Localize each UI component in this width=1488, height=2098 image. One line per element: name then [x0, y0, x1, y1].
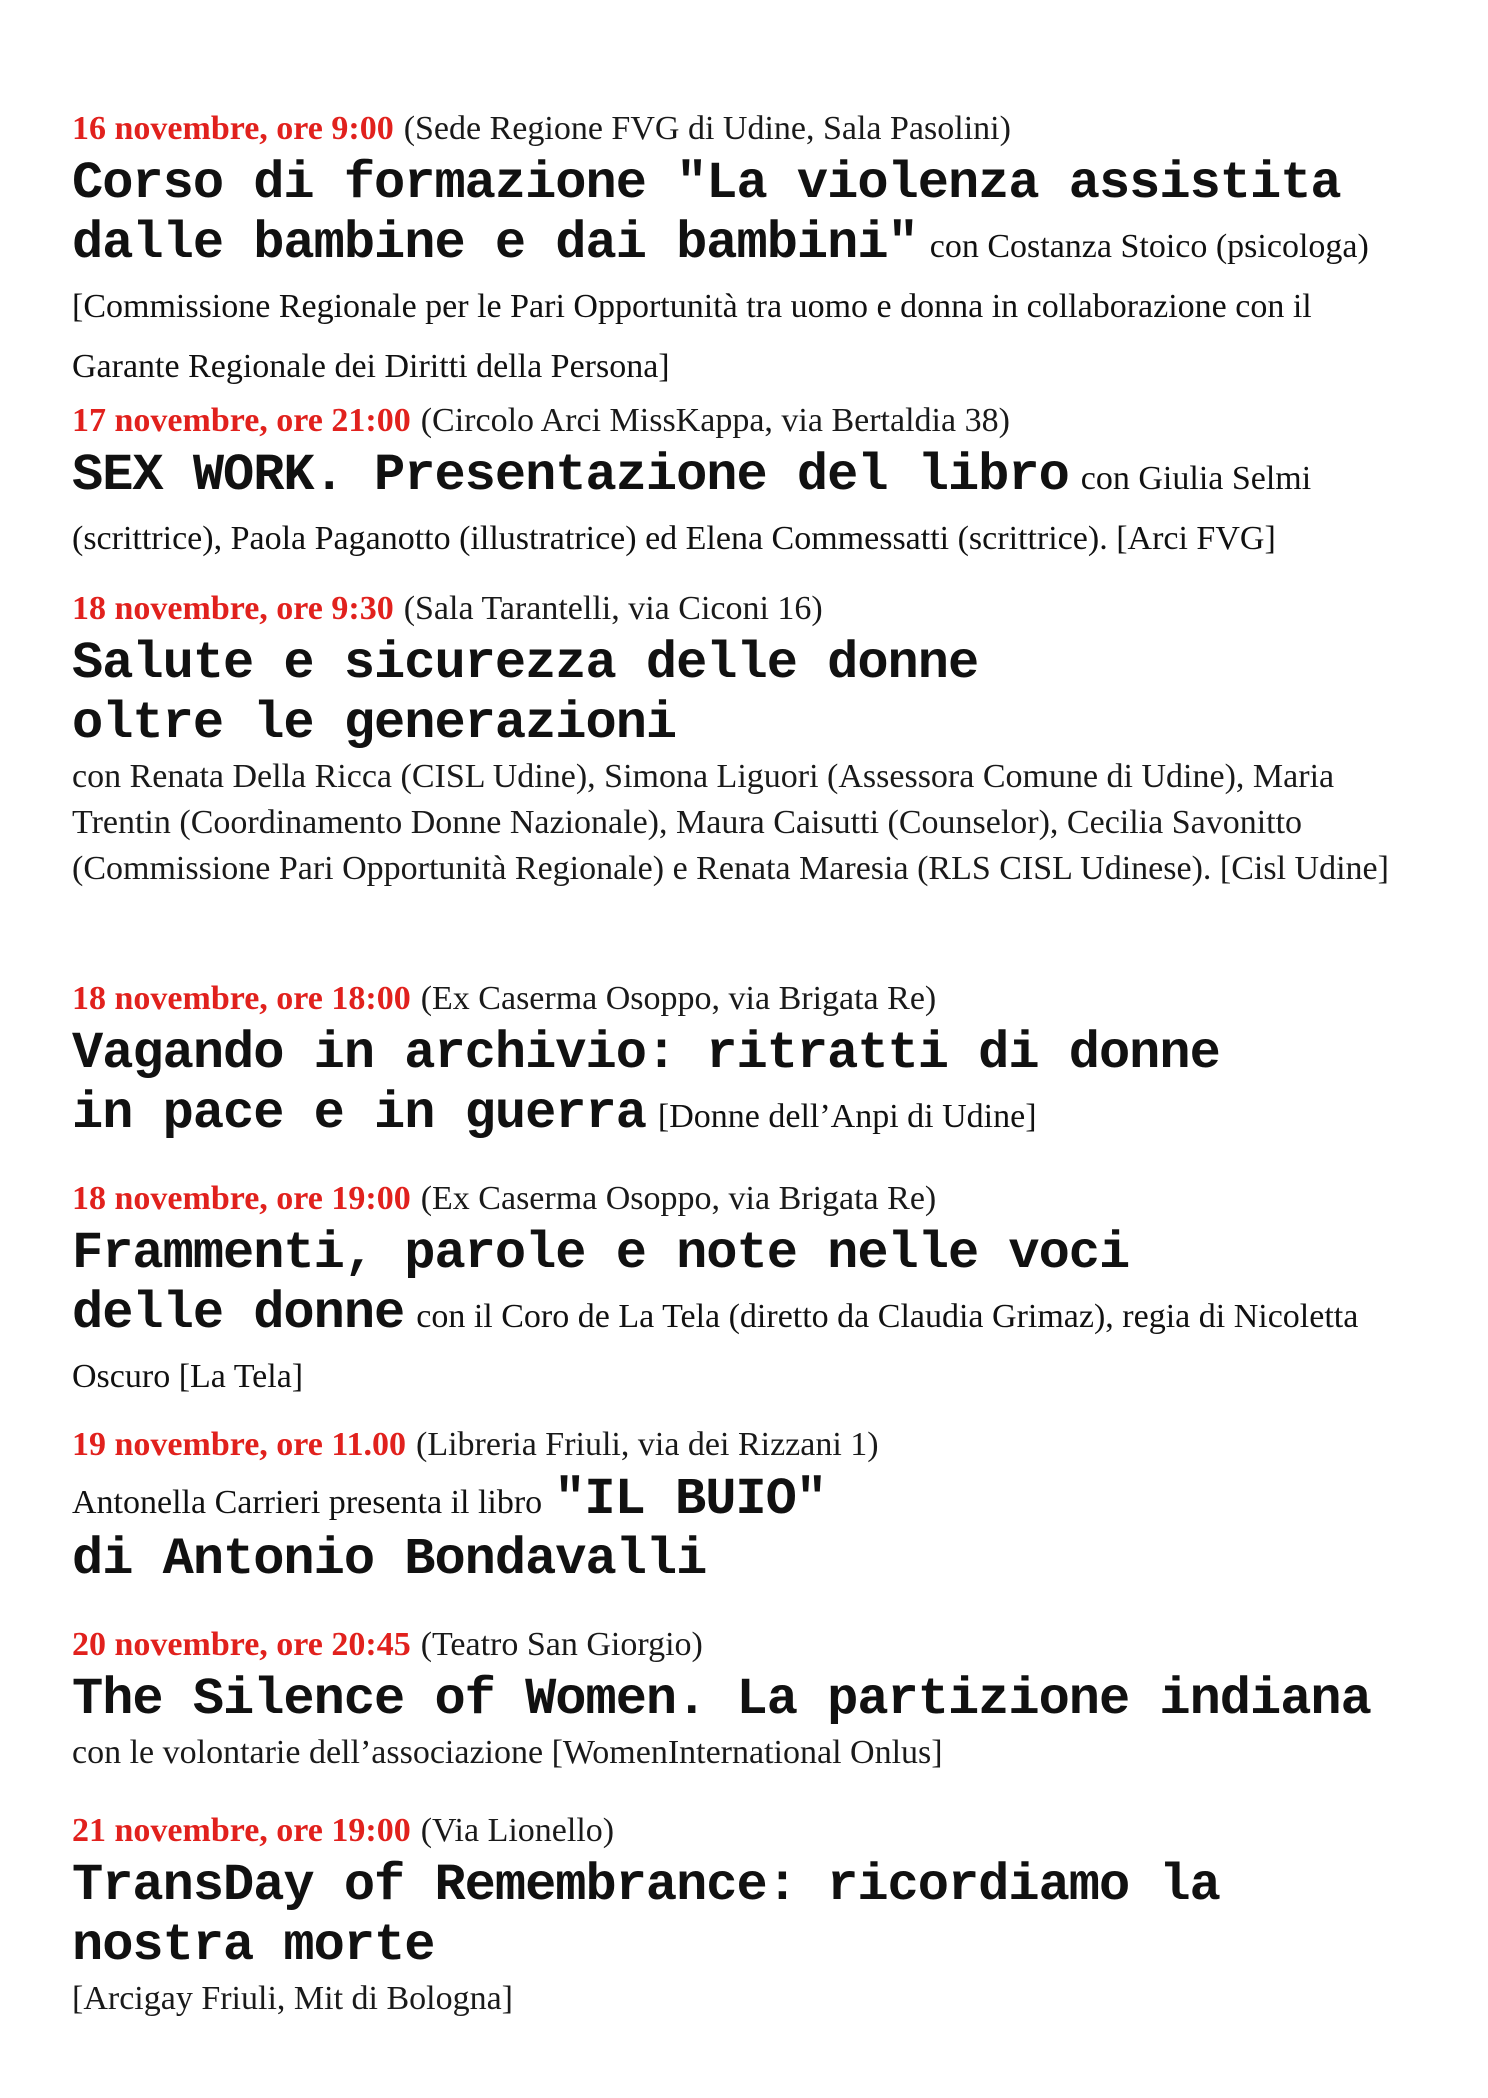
event-place: (Sede Regione FVG di Udine, Sala Pasolini)	[403, 110, 1011, 147]
event-description: con Renata Della Ricca (CISL Udine), Simona Liguori (Assessora Comune di Udine), Maria Trentin (Coordinamento Donne Nazionale), Maura Caisutti (Counselor), Cecilia Savonitto (Commissione Pari Opportunità Regionale) e Renata Maresia (RLS CISL Udinese). [Cisl Udine]	[72, 758, 1389, 887]
event-title-text: delle donne	[72, 1284, 405, 1343]
event-when	[72, 1810, 1416, 1852]
event-place: (Ex Caserma Osoppo, via Brigata Re)	[420, 980, 937, 1017]
event-title	[72, 154, 1416, 394]
event-title-text: in pace e in guerra	[72, 1084, 646, 1143]
event-title-line-1: TransDay of Remembrance: ricordiamo la	[72, 1856, 1220, 1915]
event-date: 19 novembre, ore 11.00	[72, 1426, 406, 1463]
event-date: 21 novembre, ore 19:00	[72, 1812, 411, 1849]
event-date: 18 novembre, ore 18:00	[72, 980, 411, 1017]
event-title-text: Corso di formazione "La violenza assistita dalle bambine e dai bambini"	[72, 154, 1341, 273]
event-when	[72, 108, 1416, 150]
event-title-line-1: Salute e sicurezza delle donne	[72, 634, 979, 693]
event-description: con le volontarie dell’associazione [WomenInternational Onlus]	[72, 1734, 943, 1771]
event-when	[72, 1624, 1416, 1666]
event-title: The Silence of Women. La partizione indiana	[72, 1670, 1371, 1729]
event-place: (Via Lionello)	[420, 1812, 615, 1849]
event-title-text: SEX WORK. Presentazione del libro	[72, 446, 1069, 505]
event-item	[72, 1178, 1416, 1404]
event-date: 17 novembre, ore 21:00	[72, 402, 411, 439]
event-item	[72, 1810, 1416, 2022]
event-intro: Antonella Carrieri presenta il libro	[72, 1484, 543, 1521]
event-place: (Circolo Arci MissKappa, via Bertaldia 38)	[420, 402, 1010, 439]
event-item	[72, 1624, 1416, 1776]
event-item	[72, 978, 1416, 1147]
event-description: con Giulia Selmi (scrittrice), Paola Paganotto (illustratrice) ed Elena Commessatti (scrittrice). [Arci FVG]	[72, 460, 1312, 557]
event-when	[72, 1178, 1416, 1220]
event-place: (Sala Tarantelli, via Ciconi 16)	[403, 590, 823, 627]
event-title-line-2: nostra morte	[72, 1916, 435, 1975]
event-when	[72, 588, 1416, 630]
event-description: [Arcigay Friuli, Mit di Bologna]	[72, 1980, 514, 2017]
event-date: 18 novembre, ore 9:30	[72, 590, 394, 627]
event-title-line-1: Frammenti, parole e note nelle voci	[72, 1224, 1130, 1283]
event-title-line-2	[72, 1084, 1416, 1147]
event-item	[72, 108, 1416, 394]
event-date: 16 novembre, ore 9:00	[72, 110, 394, 147]
event-title-line-1	[72, 1470, 1416, 1530]
event-title-line-2: di Antonio Bondavalli	[72, 1530, 707, 1589]
event-item	[72, 400, 1416, 566]
event-when	[72, 978, 1416, 1020]
event-date: 18 novembre, ore 19:00	[72, 1180, 411, 1217]
event-when	[72, 400, 1416, 442]
event-description: con Costanza Stoico (psicologa) [Commissione Regionale per le Pari Opportunità tra uomo e donna in collaborazione con il Garante Regionale dei Diritti della Persona]	[72, 228, 1369, 385]
event-item	[72, 1424, 1416, 1590]
event-when	[72, 1424, 1416, 1466]
event-title-line-2	[72, 1284, 1416, 1404]
event-title-line-2: oltre le generazioni	[72, 694, 677, 753]
event-item	[72, 588, 1416, 892]
event-title	[72, 446, 1416, 566]
event-place: (Ex Caserma Osoppo, via Brigata Re)	[420, 1180, 937, 1217]
event-title-text: "IL BUIO"	[554, 1470, 827, 1529]
event-title-line-1: Vagando in archivio: ritratti di donne	[72, 1024, 1220, 1083]
event-place: (Teatro San Giorgio)	[420, 1626, 703, 1663]
event-description: con il Coro de La Tela (diretto da Claudia Grimaz), regia di Nicoletta Oscuro [La Tela]	[72, 1298, 1359, 1395]
event-date: 20 novembre, ore 20:45	[72, 1626, 411, 1663]
event-place: (Libreria Friuli, via dei Rizzani 1)	[416, 1426, 879, 1463]
event-description: [Donne dell’Anpi di Udine]	[657, 1098, 1037, 1135]
